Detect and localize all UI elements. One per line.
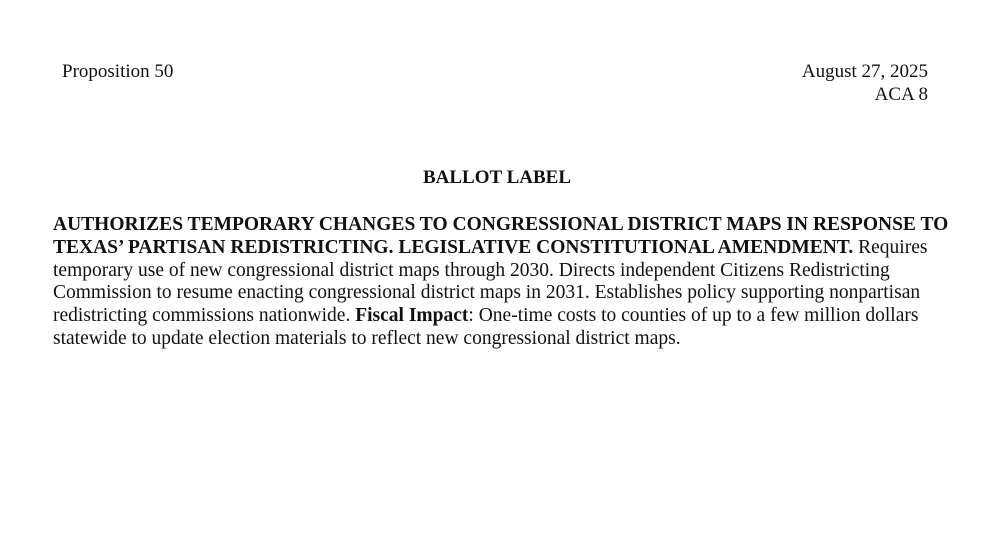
proposition-number: Proposition 50 <box>62 61 174 82</box>
document-header-right <box>802 60 928 106</box>
ballot-label-text <box>53 214 953 351</box>
document-date: August 27, 2025 <box>801 61 928 82</box>
fiscal-impact-text: : One-time costs to counties of up to a few million dollars statewide to update election materials to reflect new congressional district maps. <box>53 305 919 349</box>
fiscal-impact-label: Fiscal Impact <box>355 305 469 327</box>
title-text: BALLOT LABEL <box>422 167 571 188</box>
ballot-description: Requires temporary use of new congressional district maps through 2030. Directs independent Citizens Redistricting Commission to resume enacting congressional district maps in 2031. Establishes policy supporting nonpartisan redistricting commissions nationwide. <box>53 236 928 327</box>
page-title <box>0 167 1000 189</box>
ballot-heading: AUTHORIZES TEMPORARY CHANGES TO CONGRESSIONAL DISTRICT MAPS IN RESPONSE TO TEXAS’ PARTISAN REDISTRICTING. LEGISLATIVE CONSTITUTIONAL AMENDMENT. <box>53 214 949 258</box>
bill-number: ACA 8 <box>874 84 928 105</box>
